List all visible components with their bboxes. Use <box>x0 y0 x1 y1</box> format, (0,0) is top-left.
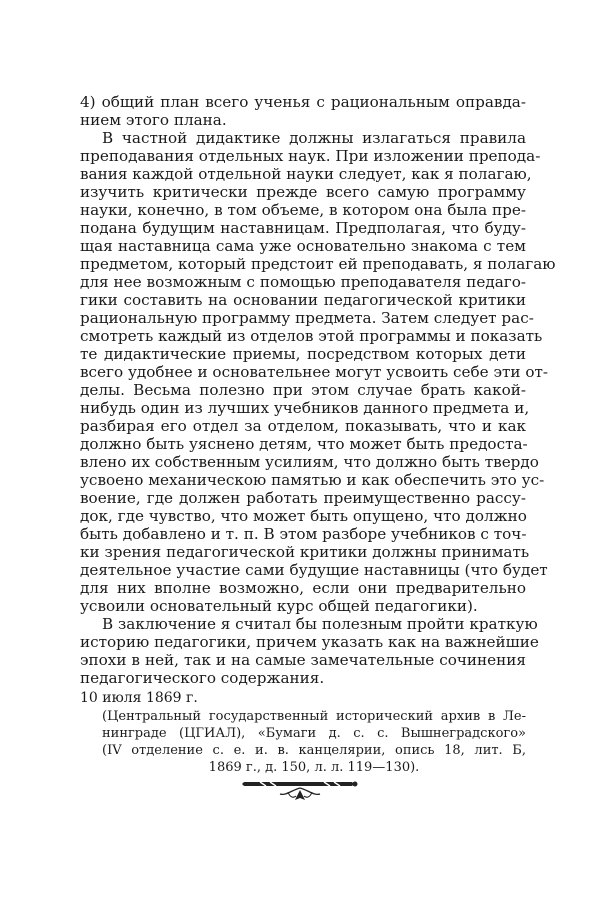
text-line: науки, конечно, в том объеме, в котором она была пре- <box>80 201 526 219</box>
text-line: всего удобнее и основательнее могут усвоить себе эти от- <box>80 363 549 381</box>
archive-reference-line: (IV отделение с. е. и. в. канцелярии, опись 18, лит. Б, <box>102 743 526 758</box>
text-line: быть добавлено и т. п. В этом разборе учебников с точ- <box>80 525 527 543</box>
text-line: деятельное участие сами будущие наставницы (что будет <box>80 561 548 579</box>
text-line: для нее возможным с помощью преподавателя педаго- <box>80 273 526 291</box>
text-line: те дидактические приемы, посредством которых дети <box>80 345 526 363</box>
text-line: вания каждой отдельной науки следует, как я полагаю, <box>80 165 532 183</box>
text-line: эпохи в ней, так и на самые замечательные сочинения <box>80 651 526 669</box>
text-line: гики составить на основании педагогической критики <box>80 291 526 309</box>
text-line: педагогического содержания. <box>80 669 325 687</box>
archive-reference-line: нинграде (ЦГИАЛ), «Бумаги д. с. с. Вышнеградского» <box>102 726 526 741</box>
text-line: для них вполне возможно, если они предварительно <box>80 579 526 597</box>
archive-reference-line: (Центральный государственный исторический архив в Ле- <box>102 709 526 724</box>
text-line: смотреть каждый из отделов этой программы и показать <box>80 327 543 345</box>
text-line: предметом, который предстоит ей преподавать, я полагаю <box>80 255 556 273</box>
text-line: нием этого плана. <box>80 111 227 129</box>
text-line: док, где чувство, что может быть опущено, что должно <box>80 507 527 525</box>
document-date: 10 июля 1869 г. <box>80 690 198 706</box>
text-line: историю педагогики, причем указать как на важнейшие <box>80 633 539 651</box>
archive-reference-line: 1869 г., д. 150, л. л. 119—130). <box>208 760 420 775</box>
text-line: влено их собственным усилиям, что должно быть твердо <box>80 453 539 471</box>
text-line: делы. Весьма полезно при этом случае брать какой- <box>80 381 526 399</box>
text-line: воение, где должен работать преимущественно рассу- <box>80 489 526 507</box>
text-line: изучить критически прежде всего самую программу <box>80 183 526 201</box>
text-line: щая наставница сама уже основательно знакома с тем <box>80 237 526 255</box>
text-line: должно быть уяснено детям, что может быть предоста- <box>80 435 528 453</box>
text-line: нибудь один из лучших учебников данного предмета и, <box>80 399 530 417</box>
page-body <box>80 93 556 776</box>
ornament-divider-icon <box>240 776 360 806</box>
text-line: преподавания отдельных наук. При изложении препода- <box>80 147 541 165</box>
text-line: 4) общий план всего ученья с рациональным оправда- <box>80 93 526 111</box>
text-line: усвоено механическою памятью и как обеспечить это ус- <box>80 471 545 489</box>
text-line: рациональную программу предмета. Затем следует рас- <box>80 309 534 327</box>
text-line: В частной дидактике должны излагаться правила <box>102 129 526 147</box>
text-line: В заключение я считал бы полезным пройти краткую <box>102 615 538 633</box>
text-line: ки зрения педагогической критики должны принимать <box>80 543 530 561</box>
text-line: подана будущим наставницам. Предполагая, что буду- <box>80 219 526 237</box>
text-line: разбирая его отдел за отделом, показывать, что и как <box>80 417 526 435</box>
text-line: усвоили основательный курс общей педагогики). <box>80 597 478 615</box>
